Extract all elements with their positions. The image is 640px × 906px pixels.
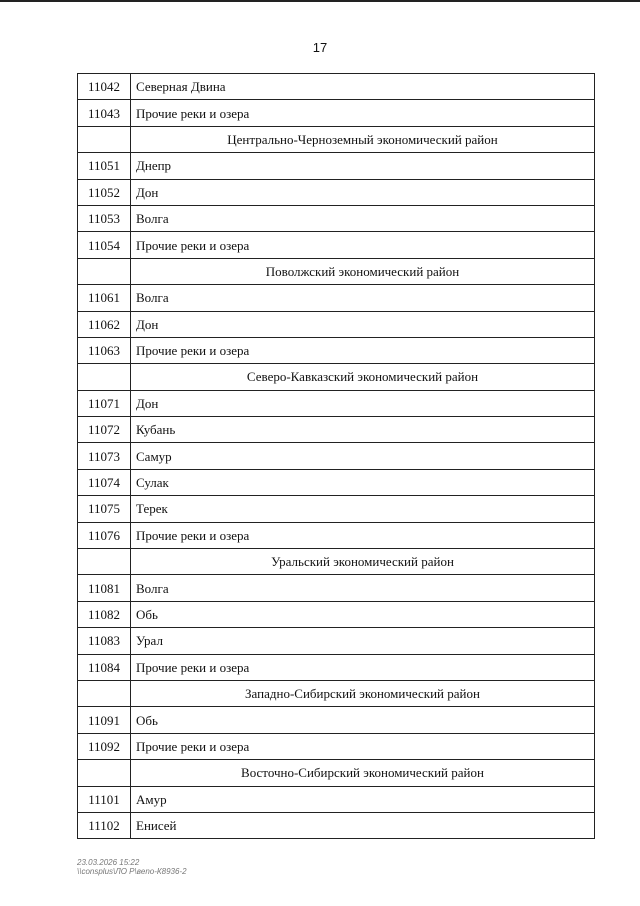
- region-name-cell: Западно-Сибирский экономический район: [131, 680, 595, 706]
- table-row: [78, 469, 595, 495]
- region-code-cell-empty: [78, 364, 131, 390]
- code-cell: 11042: [78, 74, 131, 100]
- name-cell: Волга: [131, 285, 595, 311]
- code-cell: 11062: [78, 311, 131, 337]
- table-row: [78, 733, 595, 759]
- table-row: [78, 575, 595, 601]
- code-cell: 11071: [78, 390, 131, 416]
- code-cell: 11043: [78, 100, 131, 126]
- table-row: [78, 74, 595, 100]
- code-cell: 11052: [78, 179, 131, 205]
- name-cell: Прочие реки и озера: [131, 232, 595, 258]
- table-row: [78, 311, 595, 337]
- table-row: [78, 205, 595, 231]
- name-cell: Обь: [131, 707, 595, 733]
- code-cell: 11101: [78, 786, 131, 812]
- code-cell: 11074: [78, 469, 131, 495]
- region-header-row: [78, 126, 595, 152]
- code-cell: 11084: [78, 654, 131, 680]
- name-cell: Енисей: [131, 812, 595, 838]
- table-row: [78, 417, 595, 443]
- region-header-row: [78, 549, 595, 575]
- code-cell: 11083: [78, 628, 131, 654]
- footer-stamp: [77, 858, 187, 876]
- table-row: [78, 285, 595, 311]
- table-row: [78, 786, 595, 812]
- name-cell: Обь: [131, 601, 595, 627]
- region-name-cell: Поволжский экономический район: [131, 258, 595, 284]
- table-row: [78, 707, 595, 733]
- region-header-row: [78, 364, 595, 390]
- name-cell: Кубань: [131, 417, 595, 443]
- code-cell: 11075: [78, 496, 131, 522]
- name-cell: Прочие реки и озера: [131, 100, 595, 126]
- name-cell: Северная Двина: [131, 74, 595, 100]
- code-cell: 11091: [78, 707, 131, 733]
- region-code-cell-empty: [78, 126, 131, 152]
- footer-path: \\consplus\ЛО Р\вeno-К8936-2: [77, 867, 187, 876]
- name-cell: Амур: [131, 786, 595, 812]
- table-row: [78, 628, 595, 654]
- top-border-line: [0, 0, 640, 2]
- name-cell: Дон: [131, 390, 595, 416]
- table-row: [78, 337, 595, 363]
- code-cell: 11072: [78, 417, 131, 443]
- name-cell: Волга: [131, 575, 595, 601]
- table-row: [78, 390, 595, 416]
- table-row: [78, 232, 595, 258]
- table-row: [78, 153, 595, 179]
- name-cell: Сулак: [131, 469, 595, 495]
- table-row: [78, 100, 595, 126]
- table-row: [78, 443, 595, 469]
- name-cell: Дон: [131, 311, 595, 337]
- name-cell: Прочие реки и озера: [131, 654, 595, 680]
- name-cell: Волга: [131, 205, 595, 231]
- region-code-cell-empty: [78, 258, 131, 284]
- code-cell: 11061: [78, 285, 131, 311]
- codes-table: [77, 73, 595, 839]
- code-cell: 11063: [78, 337, 131, 363]
- table-row: [78, 654, 595, 680]
- code-cell: 11051: [78, 153, 131, 179]
- code-cell: 11053: [78, 205, 131, 231]
- name-cell: Днепр: [131, 153, 595, 179]
- region-code-cell-empty: [78, 549, 131, 575]
- region-header-row: [78, 680, 595, 706]
- code-cell: 11082: [78, 601, 131, 627]
- code-cell: 11073: [78, 443, 131, 469]
- code-cell: 11076: [78, 522, 131, 548]
- region-header-row: [78, 760, 595, 786]
- table-row: [78, 522, 595, 548]
- name-cell: Дон: [131, 179, 595, 205]
- region-name-cell: Восточно-Сибирский экономический район: [131, 760, 595, 786]
- table-row: [78, 496, 595, 522]
- name-cell: Прочие реки и озера: [131, 733, 595, 759]
- name-cell: Прочие реки и озера: [131, 337, 595, 363]
- region-header-row: [78, 258, 595, 284]
- code-cell: 11081: [78, 575, 131, 601]
- table-row: [78, 812, 595, 838]
- code-cell: 11102: [78, 812, 131, 838]
- footer-date: 23.03.2026 15:22: [77, 858, 140, 867]
- name-cell: Терек: [131, 496, 595, 522]
- region-name-cell: Центрально-Черноземный экономический район: [131, 126, 595, 152]
- region-code-cell-empty: [78, 680, 131, 706]
- codes-table-body: [78, 74, 595, 839]
- region-code-cell-empty: [78, 760, 131, 786]
- code-cell: 11054: [78, 232, 131, 258]
- name-cell: Самур: [131, 443, 595, 469]
- name-cell: Прочие реки и озера: [131, 522, 595, 548]
- table-row: [78, 179, 595, 205]
- region-name-cell: Уральский экономический район: [131, 549, 595, 575]
- table-row: [78, 601, 595, 627]
- page-number: 17: [312, 40, 328, 55]
- code-cell: 11092: [78, 733, 131, 759]
- region-name-cell: Северо-Кавказский экономический район: [131, 364, 595, 390]
- name-cell: Урал: [131, 628, 595, 654]
